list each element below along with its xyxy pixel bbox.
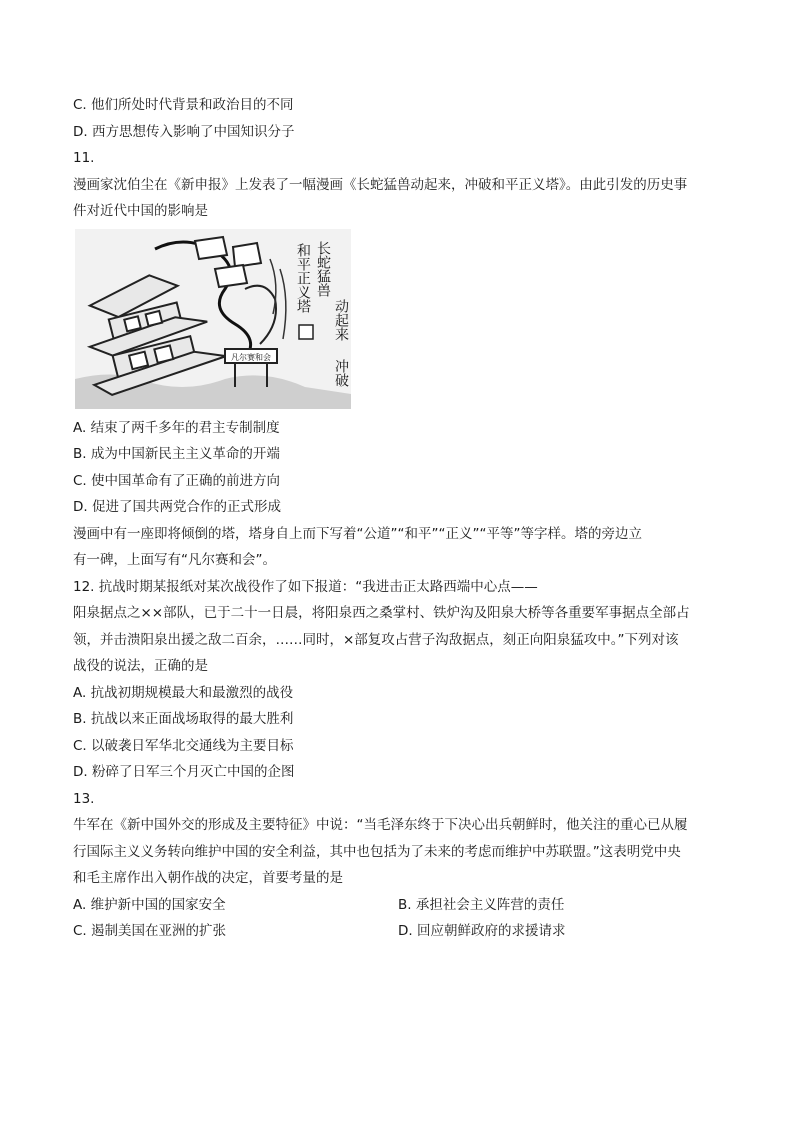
question-13 <box>73 786 723 945</box>
q10-options <box>73 92 723 145</box>
q11-cartoon-stele-text: 凡尔赛和会 <box>231 352 271 362</box>
q13-stem-line-1: 牛军在《新中国外交的形成及主要特征》中说：“当毛泽东终于下决心出兵朝鲜时，他关注的重心已从履 <box>73 817 688 833</box>
q10-option-d[interactable]: D. 西方思想传入影响了中国知识分子 <box>73 123 295 140</box>
q13-option-c[interactable]: C. 遏制美国在亚洲的扩张 <box>73 923 227 939</box>
q11-cartoon-caption-left: 和平正义塔 <box>295 242 311 313</box>
q13-options-row-2 <box>73 918 723 945</box>
q13-stem-line-2: 行国际主义义务转向维护中国的安全利益，其中也包括为了未来的考虑而维护中苏联盟。”这表明党中央 <box>73 843 681 860</box>
q13-options-row-1 <box>73 892 723 919</box>
q11-stem-line-1: 漫画家沈伯尘在《新申报》上发表了一幅漫画《长蛇猛兽动起来，冲破和平正义塔》。由此引发的历史事 <box>73 176 688 193</box>
q12-stem-line-4: 战役的说法，正确的是 <box>73 658 208 674</box>
page-content <box>73 92 723 945</box>
q11-number: 11. <box>73 150 95 166</box>
q10-option-c[interactable]: C. 他们所处时代背景和政治目的不同 <box>73 97 294 113</box>
q12-option-b[interactable]: B. 抗战以来正面战场取得的最大胜利 <box>73 711 294 727</box>
q12-option-d[interactable]: D. 粉碎了日军三个月灭亡中国的企图 <box>73 764 295 780</box>
q12-stem-line-3: 领，并击溃阳泉出援之敌二百余，……同时，×部复攻占营子沟敌据点，刻正向阳泉猛攻中。”下列对该 <box>73 631 679 648</box>
q11-option-c[interactable]: C. 使中国革命有了正确的前进方向 <box>73 472 281 489</box>
q11-cartoon-caption-right-3: 冲破 <box>333 358 349 387</box>
q12-stem-line-2: 阳泉据点之××部队，已于二十一日晨，将阳泉西之桑掌村、铁炉沟及阳泉大桥等各重要军事据点全部占 <box>73 605 690 621</box>
q13-option-b[interactable]: B. 承担社会主义阵营的责任 <box>398 896 565 913</box>
q11-cartoon-caption-right-1: 长蛇猛兽 <box>315 240 331 297</box>
q11-option-b[interactable]: B. 成为中国新民主主义革命的开端 <box>73 446 280 462</box>
q11-option-d[interactable]: D. 促进了国共两党合作的正式形成 <box>73 499 281 515</box>
q11-options <box>73 415 723 521</box>
question-12 <box>73 574 723 786</box>
q12-options <box>73 680 723 786</box>
q12-option-a[interactable]: A. 抗战初期规模最大和最激烈的战役 <box>73 684 294 701</box>
q11-stem-line-2: 件对近代中国的影响是 <box>73 203 208 219</box>
q11-cartoon-caption-right-2: 动起来 <box>333 298 349 341</box>
q12-option-c[interactable]: C. 以破袭日军华北交通线为主要目标 <box>73 737 294 754</box>
question-11 <box>73 145 723 574</box>
q12-stem-line-1: 12. 抗战时期某报纸对某次战役作了如下报道：“我进击正太路西端中心点—— <box>73 578 538 595</box>
q13-option-d[interactable]: D. 回应朝鲜政府的求援请求 <box>398 923 566 939</box>
q11-note-line-2: 有一碑，上面写有“凡尔赛和会”。 <box>73 552 276 568</box>
q13-number: 13. <box>73 790 95 807</box>
q13-option-a[interactable]: A. 维护新中国的国家安全 <box>73 896 226 913</box>
q11-cartoon-image <box>75 229 351 409</box>
q11-option-a[interactable]: A. 结束了两千多年的君主专制制度 <box>73 419 280 436</box>
q11-note-line-1: 漫画中有一座即将倾倒的塔，塔身自上而下写着“公道”“和平”“正义”“平等”等字样。塔的旁边立 <box>73 525 642 542</box>
q13-stem-line-3: 和毛主席作出入朝作战的决定，首要考量的是 <box>73 870 343 886</box>
